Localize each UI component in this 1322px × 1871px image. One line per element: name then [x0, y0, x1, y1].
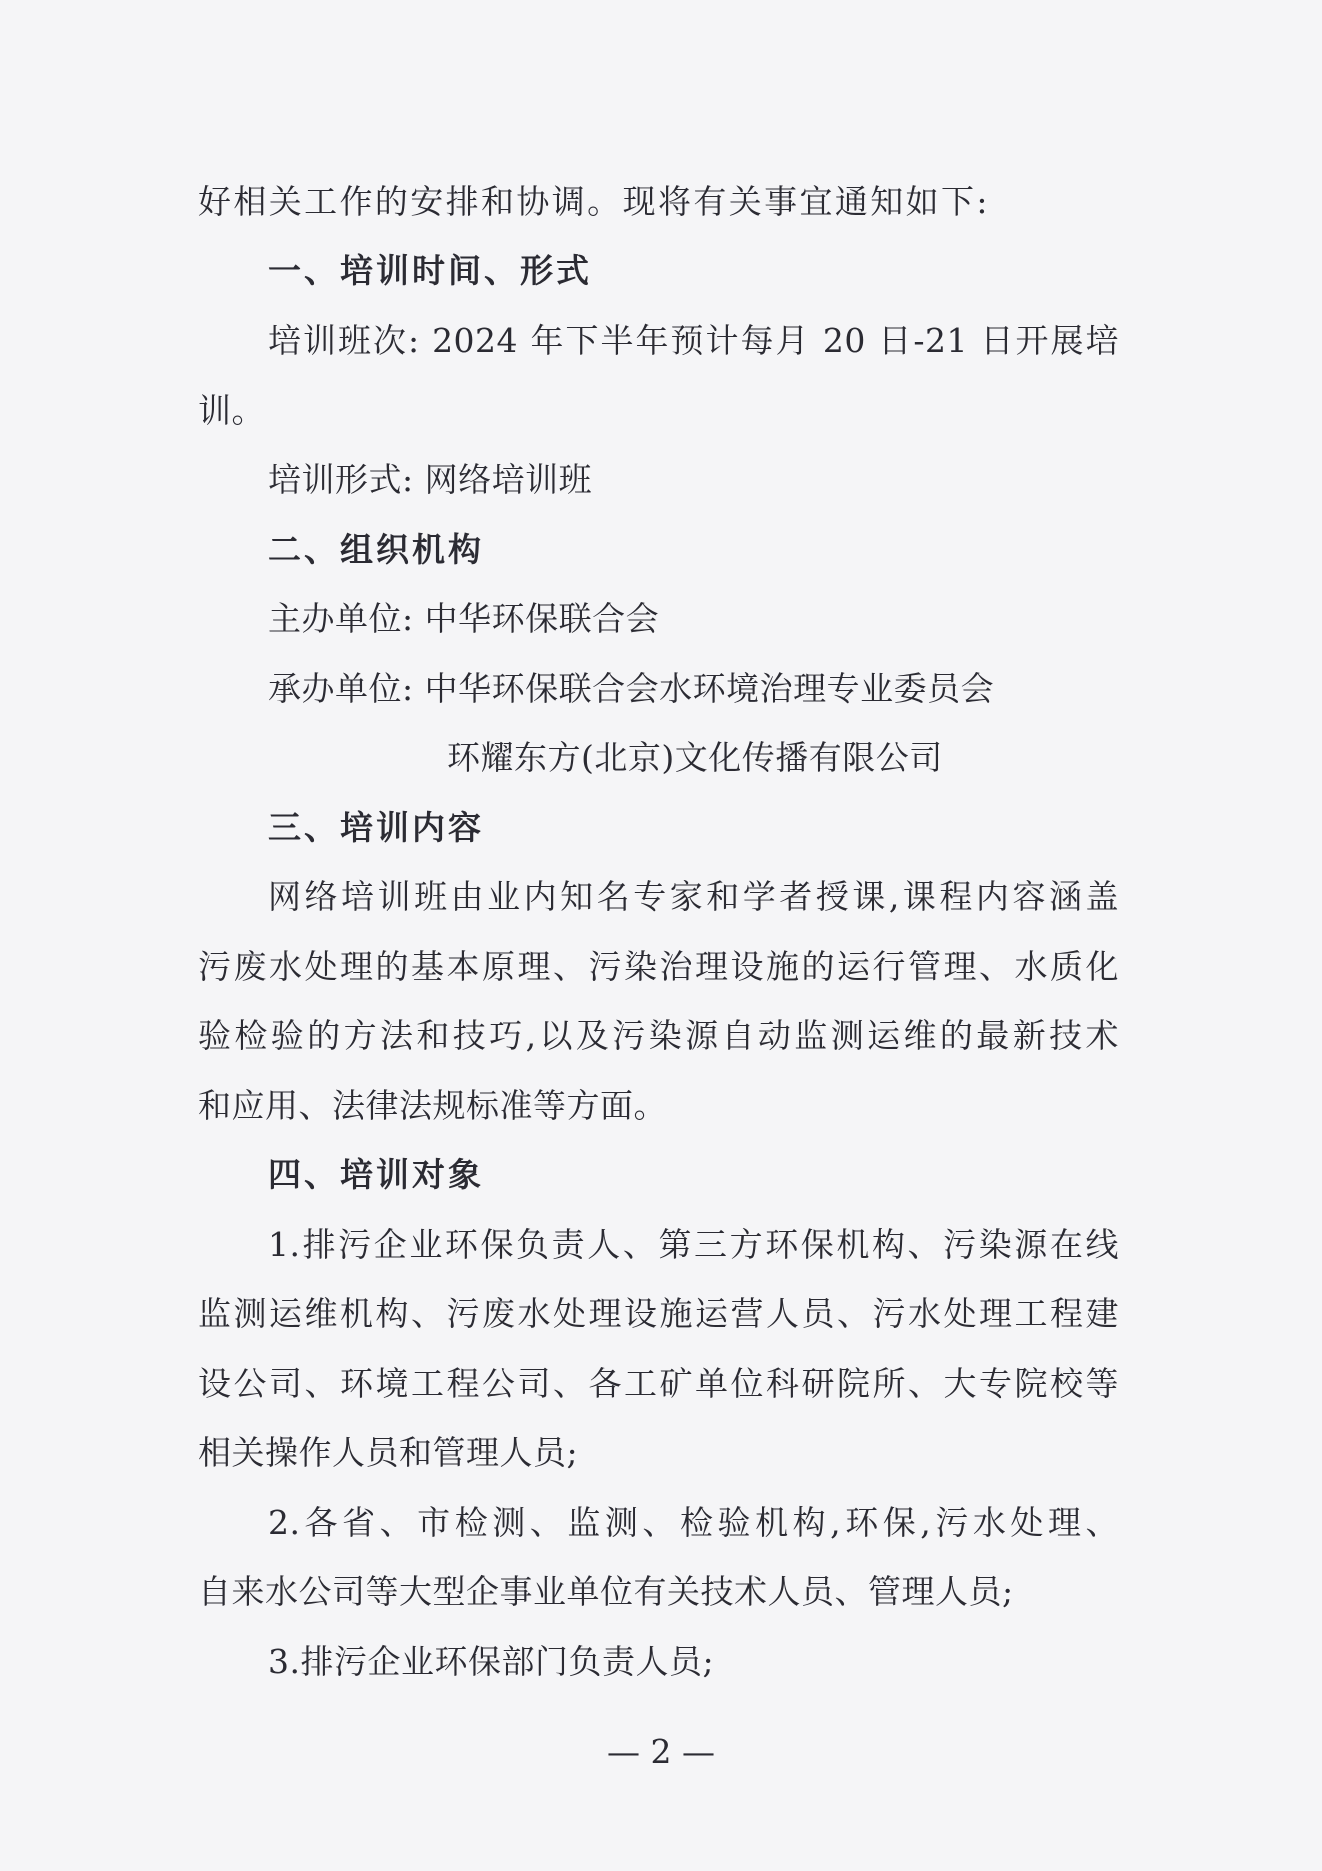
section-heading-1: 一、培训时间、形式 — [268, 251, 592, 290]
section-heading-2: 二、组织机构 — [268, 530, 484, 569]
paragraph-line: 培训班次: 2024 年下半年预计每月 20 日-21 日开展培 — [268, 321, 1119, 360]
paragraph-line: 3.排污企业环保部门负责人员; — [268, 1642, 715, 1681]
paragraph-line: 环耀东方(北京)文化传播有限公司 — [447, 738, 943, 777]
paragraph-line: 训。 — [198, 391, 265, 430]
paragraph-line: 设公司、环境工程公司、各工矿单位科研院所、大专院校等 — [198, 1364, 1119, 1403]
paragraph-line: 污废水处理的基本原理、污染治理设施的运行管理、水质化 — [198, 947, 1119, 986]
paragraph-line: 1.排污企业环保负责人、第三方环保机构、污染源在线 — [268, 1225, 1119, 1264]
section-heading-4: 四、培训对象 — [268, 1155, 484, 1194]
paragraph-line: 验检验的方法和技巧,以及污染源自动监测运维的最新技术 — [198, 1016, 1119, 1055]
paragraph-line: 2.各省、市检测、监测、检验机构,环保,污水处理、 — [268, 1503, 1119, 1542]
paragraph-line: 和应用、法律法规标准等方面。 — [198, 1086, 667, 1125]
paragraph-line: 监测运维机构、污废水处理设施运营人员、污水处理工程建 — [198, 1294, 1119, 1333]
paragraph-line: 相关操作人员和管理人员; — [198, 1433, 579, 1472]
paragraph-line: 主办单位: 中华环保联合会 — [268, 599, 660, 638]
paragraph-line: 自来水公司等大型企事业单位有关技术人员、管理人员; — [198, 1572, 1014, 1611]
section-heading-3: 三、培训内容 — [268, 808, 484, 847]
paragraph-line: 网络培训班由业内知名专家和学者授课,课程内容涵盖 — [268, 877, 1119, 916]
paragraph-line: 培训形式: 网络培训班 — [268, 460, 593, 499]
paragraph-line: 好相关工作的安排和协调。现将有关事宜通知如下: — [198, 182, 988, 221]
page-number: — 2 — — [607, 1732, 715, 1771]
paragraph-line: 承办单位: 中华环保联合会水环境治理专业委员会 — [268, 669, 995, 708]
